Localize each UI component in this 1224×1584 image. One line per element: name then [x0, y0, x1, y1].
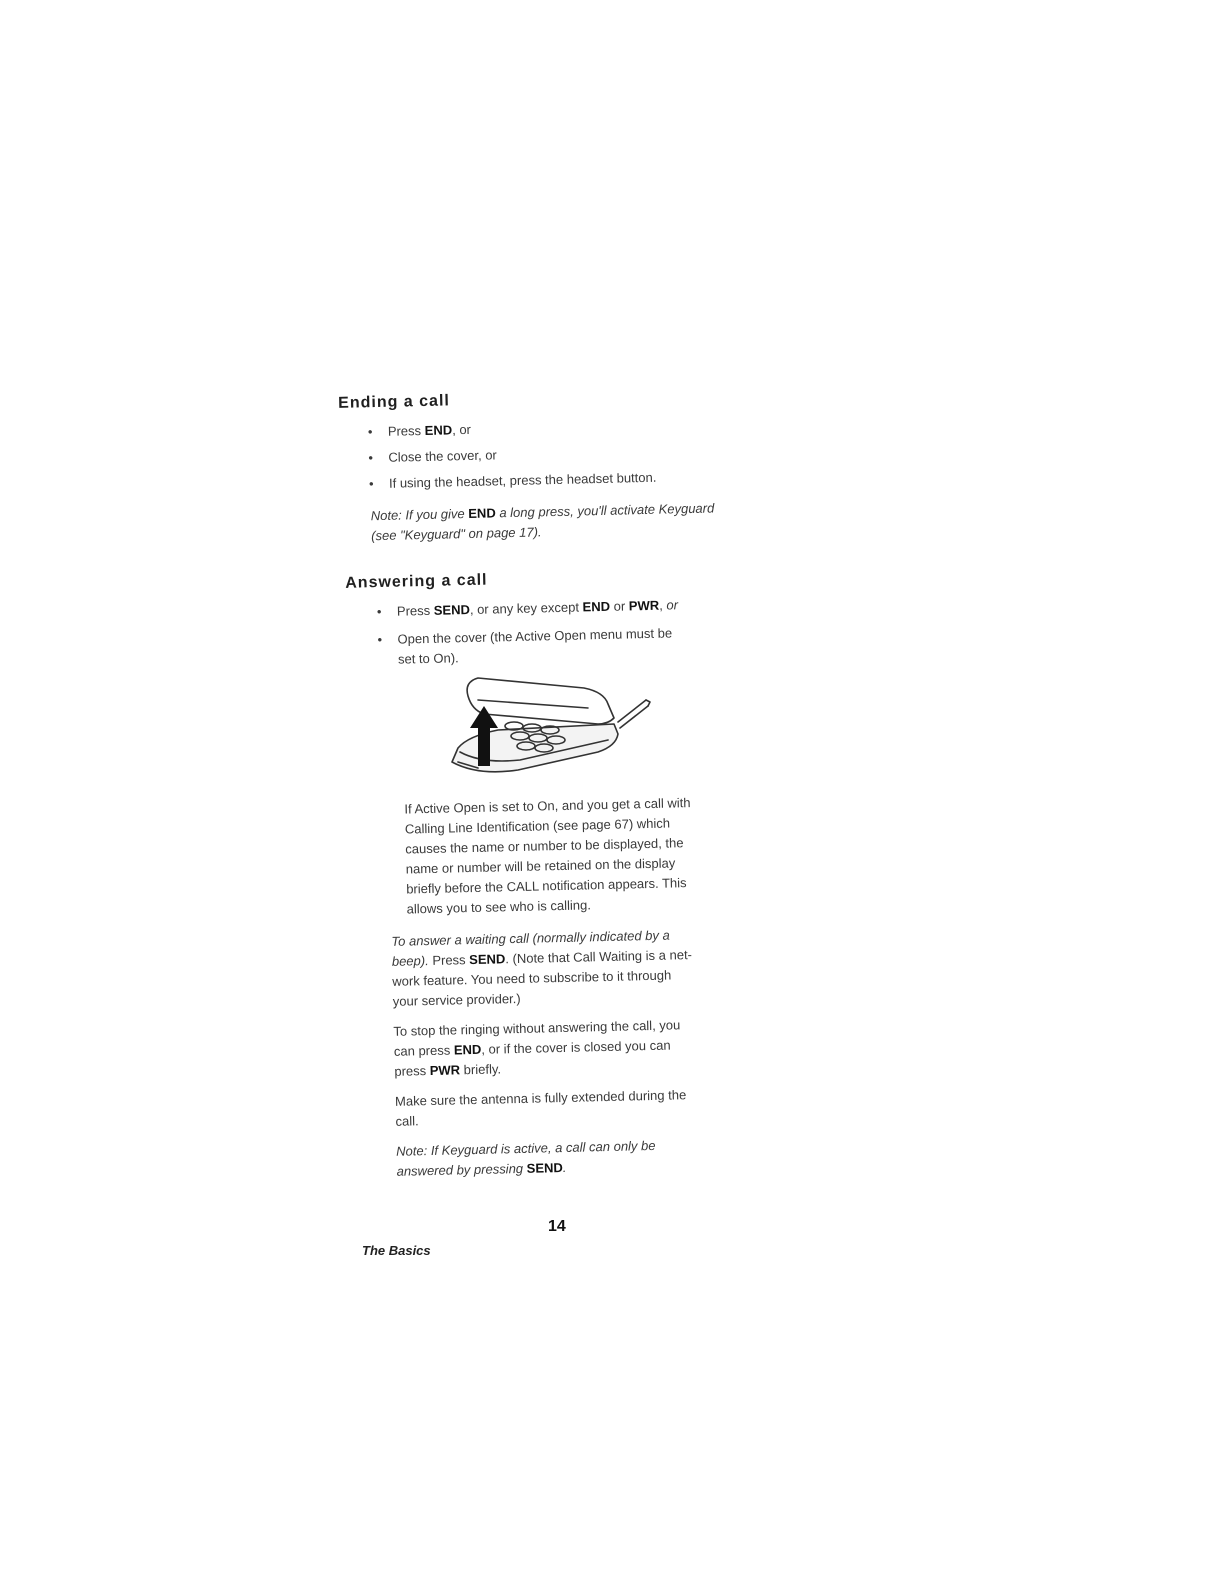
active-open-paragraph: If Active Open is set to On, and you get a call with Calling Line Identification (see page 67) which causes the name or number to be displayed, the name or number will be retained on the display briefly before the CALL notification appears. This allows you to see who is calling. [404, 795, 691, 917]
note-keyguard-answer: Note: If Keyguard is active, a call can only be answered by pressing SEND. [396, 1137, 656, 1179]
ending-call-list [367, 413, 758, 493]
antenna-paragraph: Make sure the antenna is fully extended during the call. [394, 1087, 687, 1129]
page-number: 14 [548, 1218, 566, 1235]
phone-cover-illustration [438, 670, 658, 780]
call-waiting-paragraph: To answer a waiting call (normally indicated by a beep). Press SEND. (Note that Call Waiting is a net- work feature. You need to subscribe to it through your service provider.) [391, 927, 693, 1009]
list-item: • Close the cover, or [368, 447, 497, 466]
answering-call-list [376, 593, 761, 669]
section-title-ending-a-call: Ending a call [337, 392, 451, 412]
content-column [335, 385, 773, 1182]
list-item: • Press SEND, or any key except END or PWR, or [376, 597, 679, 620]
list-item: • If using the headset, press the headset button. [368, 469, 657, 492]
footer-chapter-title: The Basics [362, 1243, 431, 1258]
stop-ringing-paragraph: To stop the ringing without answering the call, you can press END, or if the cover is closed you can press PWR briefly. [393, 1017, 681, 1079]
list-item: • Open the cover (the Active Open menu must be set to On). [377, 625, 673, 667]
section-title-answering-a-call: Answering a call [345, 571, 488, 592]
list-item: • Press END, or [367, 421, 472, 440]
note-keyguard: Note: If you give END a long press, you'll activate Keyguard (see "Keyguard" on page 17). [370, 500, 715, 544]
